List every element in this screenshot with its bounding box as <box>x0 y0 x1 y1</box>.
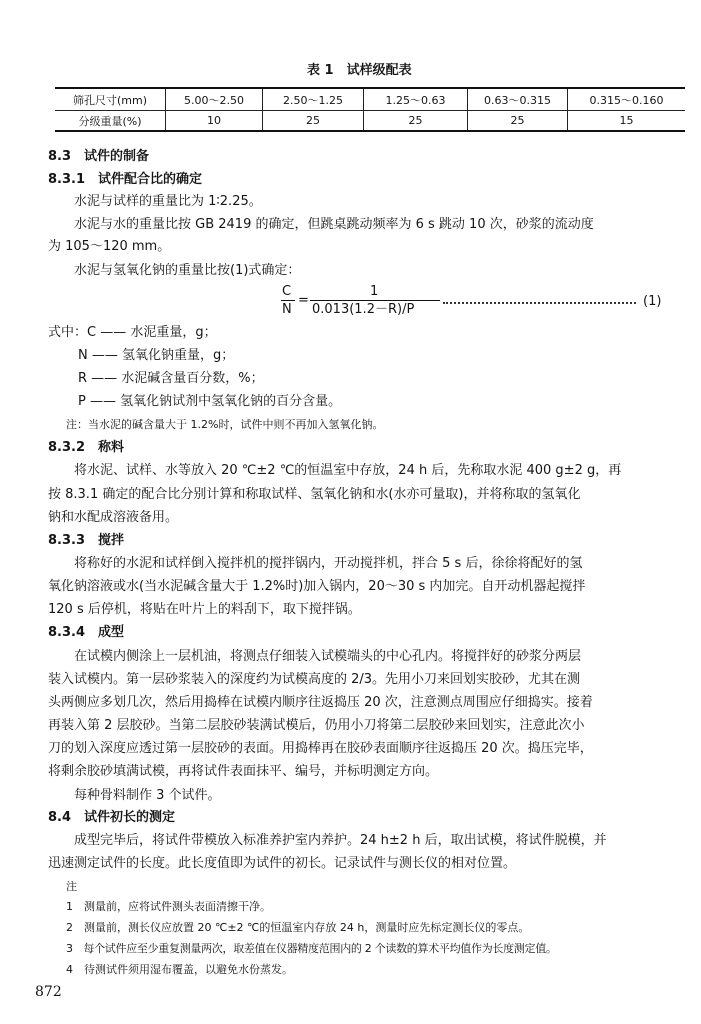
paragraph-line: 迅速测定试件的长度。此长度值即为试件的初长。记录试件与测长仪的相对位置。 <box>48 856 517 871</box>
table-caption: 表 1 试样级配表 <box>307 63 412 78</box>
paragraph-line: 每种骨料制作 3 个试件。 <box>74 788 221 803</box>
note-item: 2 测量前，测长仪应放置 20 ℃±2 ℃的恒温室内存放 24 h，测量时应先标定测长仪的零点。 <box>66 921 530 934</box>
notes-label: 注 <box>66 880 77 893</box>
paragraph-line: 按 8.3.1 确定的配合比分别计算和称取试样、氢氧化钠和水(水亦可量取)，并将称取的氢氧化 <box>48 487 581 502</box>
variable-definition: P —— 氢氧化钠试剂中氢氧化钠的百分含量。 <box>78 394 342 409</box>
table-cell: 25 <box>364 111 468 132</box>
table-header-row <box>55 88 685 111</box>
note-item: 4 待测试件须用湿布覆盖，以避免水份蒸发。 <box>66 963 293 976</box>
formula-equals: = <box>298 293 309 308</box>
section-heading-8-3-1: 8.3.1 试件配合比的确定 <box>48 172 203 187</box>
paragraph-line: 为 105～120 mm。 <box>48 239 171 254</box>
section-heading-8-3-3: 8.3.3 搅拌 <box>48 533 125 548</box>
note-item: 3 每个试件应至少重复测量两次，取差值在仪器精度范围内的 2 个读数的算术平均值作为长度测定值。 <box>66 942 557 955</box>
paragraph-line: 再装入第 2 层胶砂。当第二层胶砂装满试模后，仍用小刀将第二层胶砂来回划实，注意此次小 <box>48 718 585 733</box>
paragraph-line: 将剩余胶砂填满试模，再将试件表面抹平、编号，并标明测定方向。 <box>48 764 439 779</box>
table-cell: 5.00～2.50 <box>166 88 263 111</box>
paragraph-line: 氧化钠溶液或水(当水泥碱含量大于 1.2%时)加入锅内，20～30 s 内加完。自开动机器起搅拌 <box>48 579 586 594</box>
section-heading-8-3-2: 8.3.2 称料 <box>48 440 125 455</box>
formula-rhs-numerator: 1 <box>370 284 379 299</box>
section-heading-8-4: 8.4 试件初长的测定 <box>48 810 176 825</box>
paragraph-line: 将水泥、试样、水等放入 20 ℃±2 ℃的恒温室中存放，24 h 后，先称取水泥 400 g±2 g，再 <box>74 463 622 478</box>
variable-definition: R —— 水泥碱含量百分数，%； <box>78 371 264 386</box>
variable-definition: 式中：C —— 水泥重量，g； <box>48 325 217 340</box>
formula-label: (1) <box>643 294 662 309</box>
paragraph-line: 120 s 后停机，将贴在叶片上的料刮下，取下搅拌锅。 <box>48 602 361 617</box>
formula-lhs-denominator: N <box>282 302 292 317</box>
note-item: 1 测量前，应将试件测头表面清擦干净。 <box>66 900 271 913</box>
paragraph-line: 头两侧应多划几次，然后用捣棒在试模内顺序往返捣压 20 次，注意测点周围应仔细捣实。接着 <box>48 695 593 710</box>
formula-rhs-denominator: 0.013(1.2－R)/P <box>312 302 415 317</box>
paragraph-line: 水泥与试样的重量比为 1∶2.25。 <box>74 194 262 209</box>
table-cell: 25 <box>263 111 364 132</box>
table-cell: 筛孔尺寸(mm) <box>55 88 166 111</box>
formula-leader-dots <box>443 292 636 304</box>
paragraph-line: 刀的划入深度应透过第一层胶砂的表面。用捣棒再在胶砂表面顺序往返捣压 20 次。捣压完毕， <box>48 741 593 756</box>
section-heading-8-3: 8.3 试件的制备 <box>48 149 150 164</box>
page-number: 872 <box>35 984 62 1000</box>
paragraph-line: 成型完毕后，将试件带模放入标准养护室内养护。24 h±2 h 后，取出试模，将试件脱模，并 <box>74 833 607 848</box>
gradation-table <box>55 87 685 132</box>
table-cell: 2.50～1.25 <box>263 88 364 111</box>
table-cell: 25 <box>468 111 568 132</box>
paragraph-line: 水泥与氢氧化钠的重量比按(1)式确定： <box>74 263 301 278</box>
table-cell: 15 <box>568 111 686 132</box>
table-cell: 分级重量(%) <box>55 111 166 132</box>
table-cell: 10 <box>166 111 263 132</box>
note: 注：当水泥的碱含量大于 1.2%时，试件中则不再加入氢氧化钠。 <box>66 418 384 431</box>
paragraph-line: 将称好的水泥和试样倒入搅拌机的搅拌锅内，开动搅拌机，拌合 5 s 后，徐徐将配好的氢 <box>74 556 583 571</box>
table-cell: 0.315～0.160 <box>568 88 686 111</box>
variable-definition: N —— 氢氧化钠重量，g； <box>78 348 235 363</box>
paragraph-line: 在试模内侧涂上一层机油，将测点仔细装入试模端头的中心孔内。将搅拌好的砂浆分两层 <box>74 649 582 664</box>
table-row <box>55 111 685 132</box>
section-heading-8-3-4: 8.3.4 成型 <box>48 625 125 640</box>
paragraph-line: 钠和水配成溶液备用。 <box>48 510 179 525</box>
paragraph-line: 水泥与水的重量比按 GB 2419 的确定，但跳桌跳动频率为 6 s 跳动 10 次，砂浆的流动度 <box>74 217 594 232</box>
table-cell: 1.25～0.63 <box>364 88 468 111</box>
paragraph-line: 装入试模内。第一层砂浆装入的深度约为试模高度的 2/3。先用小刀来回划实胶砂，尤其在测 <box>48 672 581 687</box>
table-cell: 0.63～0.315 <box>468 88 568 111</box>
formula-lhs-numerator: C <box>282 284 292 299</box>
